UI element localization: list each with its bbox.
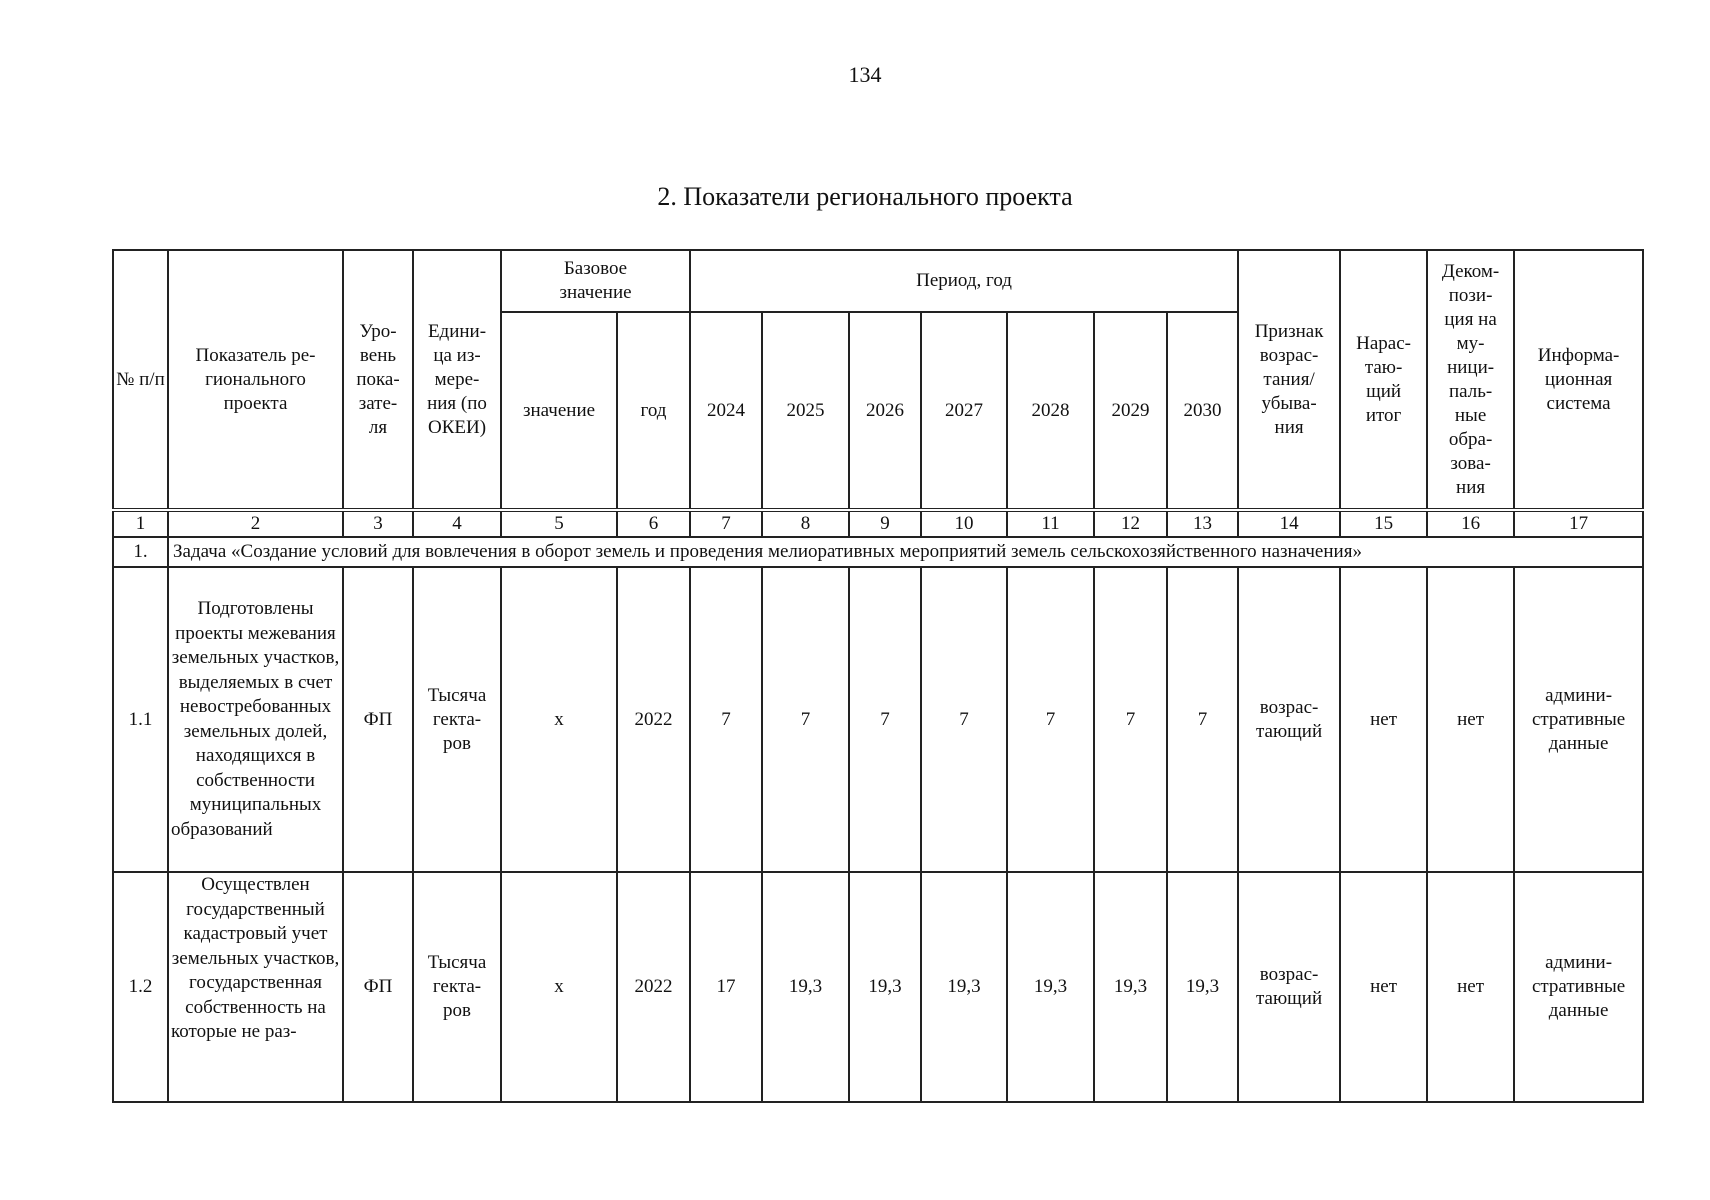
header-info-system: Информа- ционная система xyxy=(1514,250,1643,510)
row-cumulative: нет xyxy=(1340,872,1427,1102)
row-value-2028: 19,3 xyxy=(1007,872,1094,1102)
column-number: 6 xyxy=(617,510,690,537)
row-value-2027: 7 xyxy=(921,567,1007,872)
row-unit: Тысяча гекта- ров xyxy=(413,567,501,872)
header-period-group: Период, год xyxy=(690,250,1238,312)
header-year-2029: 2029 xyxy=(1094,312,1167,510)
header-year-2027: 2027 xyxy=(921,312,1007,510)
row-base-value: х xyxy=(501,872,617,1102)
table-row xyxy=(113,567,1643,872)
row-num: 1.2 xyxy=(113,872,168,1102)
column-number: 3 xyxy=(343,510,413,537)
column-number: 13 xyxy=(1167,510,1238,537)
row-indicator: Подготовлены проекты межевания земельных участков, выделяемых в счет невостребованных земельных долей, находящихся в собственности муниципальных образований xyxy=(168,567,343,872)
column-number: 15 xyxy=(1340,510,1427,537)
header-decomposition: Деком- пози- ция на му- ници- паль- ные обра- зова- ния xyxy=(1427,250,1514,510)
row-value-2024: 17 xyxy=(690,872,762,1102)
row-level: ФП xyxy=(343,872,413,1102)
row-trend: возрас- тающий xyxy=(1238,567,1340,872)
row-value-2029: 7 xyxy=(1094,567,1167,872)
column-number: 17 xyxy=(1514,510,1643,537)
row-base-year: 2022 xyxy=(617,567,690,872)
header-year-2024: 2024 xyxy=(690,312,762,510)
header-year-2025: 2025 xyxy=(762,312,849,510)
header-year-2026: 2026 xyxy=(849,312,921,510)
indicators-table xyxy=(112,249,1644,1103)
row-value-2025: 19,3 xyxy=(762,872,849,1102)
header-level: Уро- вень пока- зате- ля xyxy=(343,250,413,510)
row-indicator: Осуществлен государственный кадастровый учет земельных участков, государственная собственность на которые не раз- xyxy=(168,872,343,1102)
row-level: ФП xyxy=(343,567,413,872)
header-indicator: Показатель ре- гионального проекта xyxy=(168,250,343,510)
column-number: 9 xyxy=(849,510,921,537)
table-row xyxy=(113,872,1643,1102)
row-cumulative: нет xyxy=(1340,567,1427,872)
task-num: 1. xyxy=(113,537,168,567)
header-row-1 xyxy=(113,250,1643,312)
row-value-2028: 7 xyxy=(1007,567,1094,872)
row-info-system: админи- стративные данные xyxy=(1514,567,1643,872)
row-value-2027: 19,3 xyxy=(921,872,1007,1102)
header-base-year: год xyxy=(617,312,690,510)
row-value-2025: 7 xyxy=(762,567,849,872)
column-number: 10 xyxy=(921,510,1007,537)
row-value-2030: 7 xyxy=(1167,567,1238,872)
header-unit: Едини- ца из- мере- ния (по ОКЕИ) xyxy=(413,250,501,510)
column-number: 12 xyxy=(1094,510,1167,537)
column-number: 2 xyxy=(168,510,343,537)
row-num: 1.1 xyxy=(113,567,168,872)
column-number: 7 xyxy=(690,510,762,537)
section-title: 2. Показатели регионального проекта xyxy=(657,182,1073,211)
column-number: 11 xyxy=(1007,510,1094,537)
header-year-2030: 2030 xyxy=(1167,312,1238,510)
header-cumulative: Нарас- таю- щий итог xyxy=(1340,250,1427,510)
column-number: 16 xyxy=(1427,510,1514,537)
row-trend: возрас- тающий xyxy=(1238,872,1340,1102)
header-year-2028: 2028 xyxy=(1007,312,1094,510)
row-value-2024: 7 xyxy=(690,567,762,872)
header-base-value: значение xyxy=(501,312,617,510)
indicators-table-container xyxy=(112,249,1644,1103)
row-base-year: 2022 xyxy=(617,872,690,1102)
row-value-2026: 19,3 xyxy=(849,872,921,1102)
column-number: 5 xyxy=(501,510,617,537)
column-number: 1 xyxy=(113,510,168,537)
header-base-group: Базовое значение xyxy=(501,250,690,312)
page-number: 134 xyxy=(848,62,882,87)
row-unit: Тысяча гекта- ров xyxy=(413,872,501,1102)
task-row xyxy=(113,537,1643,567)
row-info-system: админи- стративные данные xyxy=(1514,872,1643,1102)
row-decomposition: нет xyxy=(1427,567,1514,872)
row-value-2026: 7 xyxy=(849,567,921,872)
task-title: Задача «Создание условий для вовлечения в оборот земель и проведения мелиоративных мероприятий земель сельскохозяйственного назначения» xyxy=(168,537,1643,567)
header-num: № п/п xyxy=(113,250,168,510)
column-number: 8 xyxy=(762,510,849,537)
column-number: 4 xyxy=(413,510,501,537)
row-value-2029: 19,3 xyxy=(1094,872,1167,1102)
column-number-row xyxy=(113,510,1643,537)
header-trend: Признак возрас- тания/ убыва- ния xyxy=(1238,250,1340,510)
row-value-2030: 19,3 xyxy=(1167,872,1238,1102)
row-decomposition: нет xyxy=(1427,872,1514,1102)
row-base-value: х xyxy=(501,567,617,872)
column-number: 14 xyxy=(1238,510,1340,537)
